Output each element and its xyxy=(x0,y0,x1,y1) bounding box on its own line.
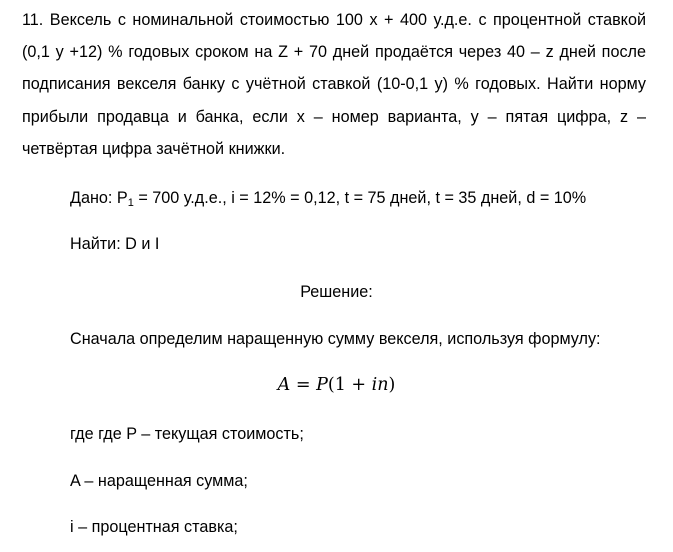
problem-statement: 11. Вексель с номинальной стоимостью 100 x + 400 у.д.е. с процентной ставкой (0,1 y +12) % годовых сроком на Z + 70 дней продаётся через 40 – z дней после подписания векселя банку с учётной ставкой (10-0,1 y) % годовых. Найти норму прибыли продавца и банка, если x – номер варианта, y – пятая цифра, z – четвёртая цифра зачётной книжки. xyxy=(22,11,646,158)
formula-p: P xyxy=(316,375,328,395)
formula xyxy=(0,375,673,395)
formula-n: n xyxy=(377,375,389,395)
formula-close: ) xyxy=(388,375,396,395)
find-line: Найти: D и I xyxy=(70,235,160,253)
given-prefix: Дано: P xyxy=(70,189,128,207)
formula-equals: = xyxy=(290,375,317,395)
given-line xyxy=(70,189,586,209)
intro-line: Сначала определим наращенную сумму векселя, используя формулу: xyxy=(70,330,601,348)
formula-lhs: A xyxy=(277,375,291,395)
definition-line: A – наращенная сумма; xyxy=(70,472,248,490)
definition-line: i – процентная ставка; xyxy=(70,518,238,536)
definition-line: где где P – текущая стоимость; xyxy=(70,425,304,443)
given-values: = 700 у.д.е., i = 12% = 0,12, t = 75 дней, t = 35 дней, d = 10% xyxy=(133,189,587,207)
formula-i: i xyxy=(371,375,378,395)
solution-heading: Решение: xyxy=(300,283,373,301)
formula-open: (1 + xyxy=(327,375,372,395)
given-subscript: 1 xyxy=(127,197,134,209)
